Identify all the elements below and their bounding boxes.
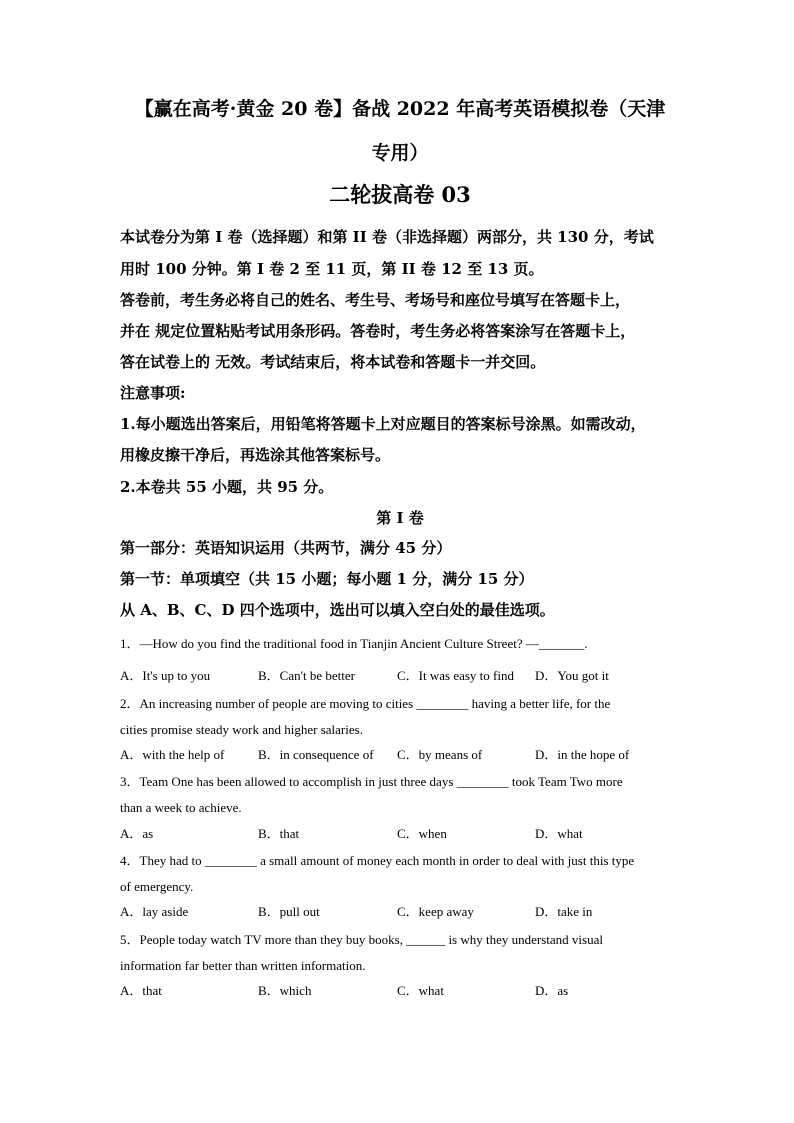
intro-line-1: 本试卷分为第 I 卷（选择题）和第 II 卷（非选择题）两部分，共 130 分，考试: [120, 228, 654, 246]
intro-line-2: 用时 100 分钟。第 I 卷 2 至 11 页，第 II 卷 12 至 13 页。: [120, 260, 544, 278]
section-1-heading: 第一节：单项填空（共 15 小题；每小题 1 分，满分 15 分）: [120, 570, 534, 588]
question-1-option-d: D．You got it: [535, 668, 609, 683]
volume-heading: 第 I 卷: [376, 509, 424, 527]
intro-line-3: 答卷前，考生务必将自己的姓名、考生号、考场号和座位号填写在答题卡上，: [120, 291, 631, 309]
exam-title-line-2: 专用）: [371, 142, 429, 164]
question-5-option-d: D．as: [535, 983, 569, 998]
question-2-option-c: C．by means of: [397, 747, 483, 762]
question-3-text-continued: than a week to achieve.: [120, 800, 242, 815]
question-3-option-d: D．what: [535, 826, 583, 841]
question-3-option-a: A．as: [120, 826, 154, 841]
question-5-option-a: A．that: [120, 983, 162, 998]
question-4-option-b: B．pull out: [258, 904, 320, 919]
question-1-text: 1．—How do you find the traditional food in Tianjin Ancient Culture Street? —_______.: [120, 636, 588, 651]
question-2-text: 2．An increasing number of people are moving to cities ________ having a better life, for the: [120, 696, 611, 711]
part-1-heading: 第一部分：英语知识运用（共两节，满分 45 分）: [120, 539, 452, 557]
intro-line-5: 答在试卷上的 无效。考试结束后，将本试卷和答题卡一并交回。: [120, 353, 546, 371]
notice-1-line-2: 用橡皮擦干净后，再选涂其他答案标号。: [120, 446, 391, 464]
notice-1-line-1: 1.每小题选出答案后，用铅笔将答题卡上对应题目的答案标号涂黑。如需改动，: [120, 415, 646, 433]
section-instruction: 从 A、B、C、D 四个选项中，选出可以填入空白处的最佳选项。: [120, 601, 555, 619]
question-4-text: 4．They had to ________ a small amount of money each month in order to deal with just this type: [120, 853, 635, 868]
question-5-option-b: B．which: [258, 983, 312, 998]
question-4-option-d: D．take in: [535, 904, 593, 919]
exam-title-line-1: 【赢在高考·黄金 20 卷】备战 2022 年高考英语模拟卷（天津: [134, 98, 666, 120]
question-2-option-d: D．in the hope of: [535, 747, 630, 762]
intro-line-4: 并在 规定位置粘贴考试用条形码。答卷时，考生务必将答案涂写在答题卡上，: [120, 322, 636, 340]
question-3-option-b: B．that: [258, 826, 300, 841]
notice-2: 2.本卷共 55 小题，共 95 分。: [120, 478, 334, 496]
notice-title: 注意事项:: [120, 384, 186, 402]
question-5-text: 5．People today watch TV more than they buy books, ______ is why they understand visual: [120, 932, 603, 947]
question-5-option-c: C．what: [397, 983, 444, 998]
question-3-text: 3．Team One has been allowed to accomplish in just three days ________ took Team Two more: [120, 774, 623, 789]
question-1-option-c: C．It was easy to find: [397, 668, 514, 683]
question-5-text-continued: information far better than written information.: [120, 958, 366, 973]
question-2-text-continued: cities promise steady work and higher salaries.: [120, 722, 363, 737]
exam-subtitle: 二轮拔高卷 03: [329, 182, 471, 207]
question-1-option-a: A．It's up to you: [120, 668, 211, 683]
question-4-option-a: A．lay aside: [120, 904, 189, 919]
question-1-option-b: B．Can't be better: [258, 668, 355, 683]
question-4-option-c: C．keep away: [397, 904, 474, 919]
question-3-option-c: C．when: [397, 826, 447, 841]
question-4-text-continued: of emergency.: [120, 879, 194, 894]
question-2-option-b: B．in consequence of: [258, 747, 374, 762]
question-2-option-a: A．with the help of: [120, 747, 225, 762]
